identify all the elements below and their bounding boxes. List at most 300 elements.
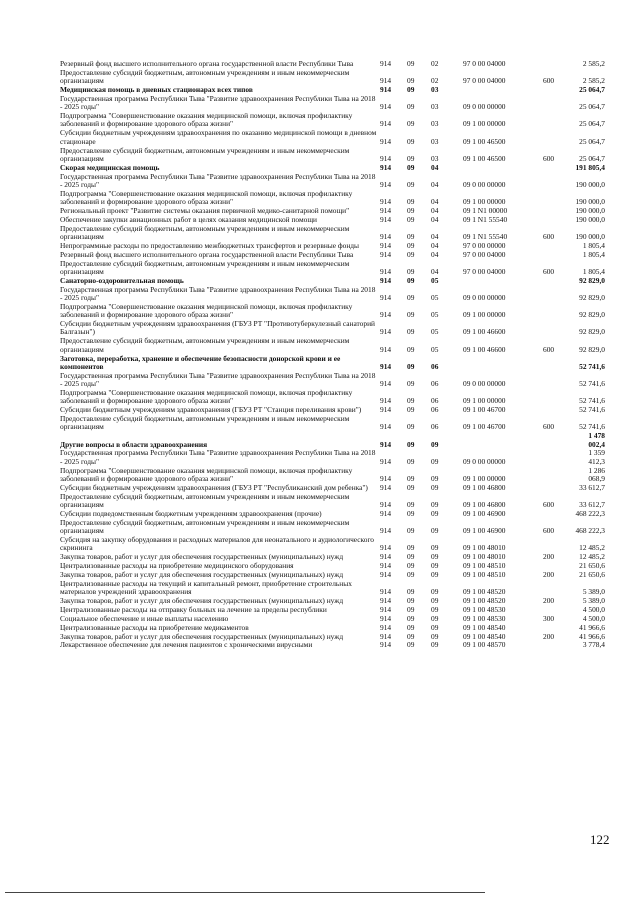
row-subsection-code: 09 xyxy=(431,622,439,632)
row-section-code: 09 xyxy=(407,197,415,207)
row-target-code: 09 1 00 46900 xyxy=(463,508,506,518)
row-amount: 5 389,0 xyxy=(582,587,605,597)
row-name: Предоставление субсидий бюджетным, автономным учреждениям и иным некоммерческим организациям xyxy=(60,414,350,432)
row-subsection-code: 04 xyxy=(431,162,439,172)
row-amount: 25 064,7 xyxy=(579,153,605,163)
row-department-code: 914 xyxy=(380,396,392,406)
row-section-code: 09 xyxy=(407,379,415,389)
row-name: Предоставление субсидий бюджетным, автономным учреждениям и иным некоммерческим организациям xyxy=(60,517,350,536)
row-name: Непрограммные расходы по предоставлению межбюджетных трансфертов и резервные фонды xyxy=(60,240,360,250)
row-subsection-code: 09 xyxy=(431,543,439,553)
table-row xyxy=(60,536,605,553)
row-department-code: 914 xyxy=(380,422,392,432)
row-target-code: 09 1 00 46500 xyxy=(463,136,506,146)
table-row xyxy=(60,286,605,303)
row-department-code: 914 xyxy=(380,275,392,285)
row-name: Социальное обеспечение и иные выплаты населению xyxy=(60,613,229,623)
row-department-code: 914 xyxy=(380,327,392,337)
row-amount: 21 650,6 xyxy=(579,561,605,570)
row-subsection-code: 03 xyxy=(431,136,439,146)
row-name: Централизованные расходы на текущий и капитальный ремонт, приобретение строительных материалов учреждений здравоохранения xyxy=(60,578,352,597)
row-section-code: 09 xyxy=(407,240,415,250)
row-target-code: 09 1 00 00000 xyxy=(463,197,506,207)
row-target-code: 09 1 00 48510 xyxy=(463,569,506,579)
row-subsection-code: 05 xyxy=(431,344,439,354)
budget-table xyxy=(60,60,605,650)
row-amount: 41 966,6 xyxy=(579,622,605,632)
row-department-code: 914 xyxy=(380,153,392,163)
row-department-code: 914 xyxy=(380,640,392,650)
row-target-code: 09 1 00 48530 xyxy=(463,604,506,614)
row-section-code: 09 xyxy=(407,361,415,371)
row-amount: 2 585,2 xyxy=(582,59,605,68)
row-section-code: 09 xyxy=(407,136,415,146)
row-section-code: 09 xyxy=(407,508,415,518)
row-amount: 1 286 068,9 xyxy=(588,465,605,483)
row-name: Централизованные расходы на отправку больных на лечение за пределы республики xyxy=(60,604,327,614)
row-subsection-code: 04 xyxy=(431,267,439,277)
row-target-code: 09 1 00 00000 xyxy=(463,119,506,129)
row-expense-type: 600 xyxy=(543,153,555,163)
footer-rule xyxy=(5,892,485,893)
row-amount: 25 064,7 xyxy=(579,119,605,129)
row-section-code: 09 xyxy=(407,179,415,189)
row-subsection-code: 04 xyxy=(431,232,439,242)
row-department-code: 914 xyxy=(380,205,392,215)
table-row xyxy=(60,355,605,372)
row-name: Подпрограмма "Совершенствование оказания медицинской помощи, включая профилактику заболеваний и формирование здорового образа жизни" xyxy=(60,387,353,406)
row-expense-type: 200 xyxy=(543,631,555,641)
row-name: Субсидии бюджетным учреждениям здравоохранения по оказанию медицинской помощи в дневном стационаре xyxy=(60,128,377,146)
row-subsection-code: 09 xyxy=(431,526,439,536)
row-section-code: 09 xyxy=(407,214,415,224)
row-amount: 12 485,2 xyxy=(579,543,605,553)
row-department-code: 914 xyxy=(380,379,392,389)
row-department-code: 914 xyxy=(380,214,392,224)
row-section-code: 09 xyxy=(407,526,415,536)
row-section-code: 09 xyxy=(407,640,415,650)
row-section-code: 09 xyxy=(407,439,415,449)
row-expense-type: 300 xyxy=(543,613,555,623)
row-section-code: 09 xyxy=(407,543,415,553)
row-section-code: 09 xyxy=(407,153,415,163)
row-amount: 190 000,0 xyxy=(575,197,605,207)
table-row xyxy=(60,519,605,536)
row-target-code: 09 1 00 48520 xyxy=(463,595,506,605)
row-amount: 191 805,4 xyxy=(575,162,605,172)
table-row xyxy=(60,467,605,484)
row-subsection-code: 09 xyxy=(431,604,439,614)
table-row xyxy=(60,493,605,510)
row-target-code: 09 1 00 46600 xyxy=(463,344,506,354)
row-section-code: 09 xyxy=(407,249,415,259)
row-amount: 3 778,4 xyxy=(582,640,605,650)
table-row xyxy=(60,337,605,354)
row-target-code: 97 0 00 04000 xyxy=(463,267,506,277)
row-amount: 190 000,0 xyxy=(575,214,605,224)
row-amount: 190 000,0 xyxy=(575,232,605,242)
row-name: Скорая медицинская помощь xyxy=(60,162,160,172)
table-row xyxy=(60,129,605,146)
row-expense-type: 600 xyxy=(543,499,555,509)
table-row xyxy=(60,260,605,277)
row-amount: 5 389,0 xyxy=(582,595,605,605)
row-department-code: 914 xyxy=(380,482,392,492)
row-name: Государственная программа Республики Тыва "Развитие здравоохранения Республики Тыва на 2018 - 2025 годы" xyxy=(60,171,376,189)
table-row xyxy=(60,173,605,190)
row-target-code: 09 1 N1 00000 xyxy=(463,205,508,215)
row-department-code: 914 xyxy=(380,102,392,112)
row-name: Предоставление субсидий бюджетным, автономным учреждениям и иным некоммерческим организациям xyxy=(60,145,350,163)
row-amount: 1 805,4 xyxy=(582,249,605,259)
row-target-code: 09 1 00 48530 xyxy=(463,613,506,623)
row-amount: 92 829,0 xyxy=(579,310,605,320)
row-target-code: 09 0 00 00000 xyxy=(463,293,506,303)
row-name: Государственная программа Республики Тыва "Развитие здравоохранения Республики Тыва на 2018 - 2025 годы" xyxy=(60,284,376,303)
row-amount: 25 064,7 xyxy=(579,102,605,112)
row-name: Подпрограмма "Совершенствование оказания медицинской помощи, включая профилактику заболеваний и формирование здорового образа жизни" xyxy=(60,465,353,483)
row-section-code: 09 xyxy=(407,604,415,614)
table-row xyxy=(60,112,605,129)
row-expense-type: 600 xyxy=(543,267,555,277)
row-department-code: 914 xyxy=(380,85,392,95)
row-expense-type: 600 xyxy=(543,232,555,242)
row-name: Заготовка, переработка, хранение и обеспечение безопасности донорской крови и ее компонентов xyxy=(60,353,341,371)
row-department-code: 914 xyxy=(380,344,392,354)
row-name: Резервный фонд высшего исполнительного органа государственной власти Республики Тыва xyxy=(60,59,354,68)
row-name: Предоставление субсидий бюджетным, автономным учреждениям и иным некоммерческим организациям xyxy=(60,258,350,277)
row-amount: 52 741,6 xyxy=(579,405,605,415)
row-subsection-code: 05 xyxy=(431,327,439,337)
table-row xyxy=(60,432,605,449)
row-name: Субсидии бюджетным учреждениям здравоохранения (ГБУЗ РТ "Республиканский дом ребенка") xyxy=(60,482,368,492)
row-target-code: 09 1 00 46700 xyxy=(463,422,506,432)
row-subsection-code: 05 xyxy=(431,293,439,303)
row-department-code: 914 xyxy=(380,293,392,303)
row-subsection-code: 09 xyxy=(431,552,439,562)
row-amount: 25 064,7 xyxy=(579,85,605,95)
row-department-code: 914 xyxy=(380,595,392,605)
row-target-code: 09 1 00 00000 xyxy=(463,396,506,406)
row-section-code: 09 xyxy=(407,569,415,579)
row-subsection-code: 09 xyxy=(431,569,439,579)
row-subsection-code: 09 xyxy=(431,473,439,483)
row-section-code: 09 xyxy=(407,232,415,242)
table-row xyxy=(60,641,605,650)
row-name: Лекарственное обеспечение для лечения пациентов с хроническими вирусными xyxy=(60,640,313,650)
row-section-code: 09 xyxy=(407,473,415,483)
row-department-code: 914 xyxy=(380,499,392,509)
row-subsection-code: 09 xyxy=(431,631,439,641)
row-expense-type: 600 xyxy=(543,344,555,354)
row-section-code: 09 xyxy=(407,561,415,570)
row-name: Предоставление субсидий бюджетным, автономным учреждениям и иным некоммерческим организациям xyxy=(60,336,350,354)
row-amount: 4 500,0 xyxy=(582,604,605,614)
row-section-code: 09 xyxy=(407,267,415,277)
row-section-code: 09 xyxy=(407,162,415,172)
row-department-code: 914 xyxy=(380,232,392,242)
row-amount: 190 000,0 xyxy=(575,179,605,189)
row-target-code: 09 1 00 48520 xyxy=(463,587,506,597)
row-name: Резервный фонд высшего исполнительного органа государственной власти Республики Тыва xyxy=(60,249,354,259)
row-amount: 468 222,3 xyxy=(575,526,605,536)
row-department-code: 914 xyxy=(380,569,392,579)
row-section-code: 09 xyxy=(407,310,415,320)
row-name: Медицинская помощь в дневных стационарах всех типов xyxy=(60,85,253,95)
row-target-code: 09 1 00 46500 xyxy=(463,153,506,163)
row-department-code: 914 xyxy=(380,405,392,415)
row-name: Закупка товаров, работ и услуг для обеспечения государственных (муниципальных) нужд xyxy=(60,595,344,605)
row-target-code: 09 1 00 48540 xyxy=(463,622,506,632)
row-subsection-code: 09 xyxy=(431,561,439,570)
row-name: Субсидия на закупку оборудования и расходных материалов для неонатального и аудиологического скрининга xyxy=(60,534,375,553)
row-subsection-code: 03 xyxy=(431,119,439,129)
row-target-code: 09 1 N1 55540 xyxy=(463,214,508,224)
row-department-code: 914 xyxy=(380,179,392,189)
table-row xyxy=(60,580,605,597)
table-row xyxy=(60,225,605,242)
page-number: 122 xyxy=(590,832,610,847)
row-name: Региональный проект "Развитие системы оказания первичной медико-санитарной помощи" xyxy=(60,205,350,215)
row-department-code: 914 xyxy=(380,526,392,536)
row-department-code: 914 xyxy=(380,622,392,632)
row-section-code: 09 xyxy=(407,102,415,112)
table-row xyxy=(60,69,605,86)
row-department-code: 914 xyxy=(380,119,392,129)
row-expense-type: 600 xyxy=(543,422,555,432)
row-amount: 92 829,0 xyxy=(579,344,605,354)
row-subsection-code: 02 xyxy=(431,59,439,68)
row-department-code: 914 xyxy=(380,613,392,623)
row-department-code: 914 xyxy=(380,543,392,553)
row-subsection-code: 04 xyxy=(431,240,439,250)
row-name: Предоставление субсидий бюджетным, автономным учреждениям и иным некоммерческим организациям xyxy=(60,491,350,509)
row-name: Государственная программа Республики Тыва "Развитие здравоохранения Республики Тыва на 2018 - 2025 годы" xyxy=(60,370,376,389)
row-department-code: 914 xyxy=(380,473,392,483)
row-subsection-code: 02 xyxy=(431,76,439,86)
row-section-code: 09 xyxy=(407,205,415,215)
row-name: Централизованные расходы на приобретение медицинского оборудования xyxy=(60,561,294,570)
row-department-code: 914 xyxy=(380,561,392,570)
row-target-code: 97 0 00 04000 xyxy=(463,76,506,86)
row-subsection-code: 04 xyxy=(431,205,439,215)
row-section-code: 09 xyxy=(407,422,415,432)
row-section-code: 09 xyxy=(407,456,415,466)
row-section-code: 09 xyxy=(407,613,415,623)
row-subsection-code: 09 xyxy=(431,508,439,518)
row-name: Подпрограмма "Совершенствование оказания медицинской помощи, включая профилактику заболеваний и формирование здорового образа жизни" xyxy=(60,302,353,320)
row-name: Подпрограмма "Совершенствование оказания медицинской помощи, включая профилактику заболеваний и формирование здорового образа жизни" xyxy=(60,188,353,207)
row-target-code: 09 1 00 46800 xyxy=(463,499,506,509)
row-expense-type: 600 xyxy=(543,76,555,86)
row-name: Субсидии бюджетным учреждениям здравоохранения (ГБУЗ РТ "Противотуберкулезный санаторий Балгазын") xyxy=(60,319,375,337)
row-section-code: 09 xyxy=(407,552,415,562)
row-amount: 1 805,4 xyxy=(582,240,605,250)
row-name: Субсидии бюджетным учреждениям здравоохранения (ГБУЗ РТ "Станция переливания крови") xyxy=(60,405,362,415)
row-amount: 33 612,7 xyxy=(579,482,605,492)
row-department-code: 914 xyxy=(380,508,392,518)
row-target-code: 09 1 N1 55540 xyxy=(463,232,508,242)
row-target-code: 09 1 00 48570 xyxy=(463,640,506,650)
row-department-code: 914 xyxy=(380,59,392,68)
row-amount: 92 829,0 xyxy=(579,293,605,303)
row-subsection-code: 06 xyxy=(431,405,439,415)
row-subsection-code: 09 xyxy=(431,439,439,449)
row-target-code: 09 0 00 00000 xyxy=(463,379,506,389)
row-name: Субсидии подведомственным бюджетным учреждениям здравоохранения (прочие) xyxy=(60,508,322,518)
row-section-code: 09 xyxy=(407,396,415,406)
row-subsection-code: 09 xyxy=(431,595,439,605)
row-amount: 52 741,6 xyxy=(579,379,605,389)
table-row xyxy=(60,95,605,112)
table-row xyxy=(60,303,605,320)
row-section-code: 09 xyxy=(407,595,415,605)
table-row xyxy=(60,147,605,164)
row-target-code: 09 1 00 48510 xyxy=(463,561,506,570)
row-target-code: 09 0 00 00000 xyxy=(463,102,506,112)
table-row xyxy=(60,389,605,406)
row-department-code: 914 xyxy=(380,552,392,562)
row-target-code: 09 1 00 48010 xyxy=(463,543,506,553)
row-target-code: 09 1 00 46700 xyxy=(463,405,506,415)
row-subsection-code: 03 xyxy=(431,102,439,112)
row-amount: 52 741,6 xyxy=(579,361,605,371)
table-row xyxy=(60,415,605,432)
row-section-code: 09 xyxy=(407,293,415,303)
row-name: Обеспечение закупки авиационных работ в целях оказания медицинской помощи xyxy=(60,214,317,224)
row-section-code: 09 xyxy=(407,622,415,632)
row-section-code: 09 xyxy=(407,76,415,86)
row-amount: 21 650,6 xyxy=(579,569,605,579)
row-target-code: 97 0 00 04000 xyxy=(463,59,506,68)
row-target-code: 09 1 00 00000 xyxy=(463,473,506,483)
row-name: Централизованные расходы на приобретение медикаментов xyxy=(60,622,249,632)
row-section-code: 09 xyxy=(407,275,415,285)
row-target-code: 09 1 00 46600 xyxy=(463,327,506,337)
row-section-code: 09 xyxy=(407,482,415,492)
row-section-code: 09 xyxy=(407,587,415,597)
row-expense-type: 200 xyxy=(543,552,555,562)
row-expense-type: 200 xyxy=(543,569,555,579)
row-section-code: 09 xyxy=(407,85,415,95)
row-department-code: 914 xyxy=(380,197,392,207)
row-subsection-code: 05 xyxy=(431,310,439,320)
row-amount: 1 359 412,3 xyxy=(588,448,605,466)
row-section-code: 09 xyxy=(407,344,415,354)
row-name: Государственная программа Республики Тыва "Развитие здравоохранения Республики Тыва на 2018 - 2025 годы" xyxy=(60,93,376,112)
row-amount: 190 000,0 xyxy=(575,205,605,215)
row-subsection-code: 09 xyxy=(431,456,439,466)
row-amount: 52 741,6 xyxy=(579,396,605,406)
row-name: Государственная программа Республики Тыва "Развитие здравоохранения Республики Тыва на 2018 - 2025 годы" xyxy=(60,448,376,466)
row-subsection-code: 09 xyxy=(431,587,439,597)
row-name: Подпрограмма "Совершенствование оказания медицинской помощи, включая профилактику заболеваний и формирование здорового образа жизни" xyxy=(60,111,353,129)
row-target-code: 09 0 00 00000 xyxy=(463,456,506,466)
row-name: Предоставление субсидий бюджетным, автономным учреждениям и иным некоммерческим организациям xyxy=(60,223,350,242)
row-department-code: 914 xyxy=(380,249,392,259)
row-department-code: 914 xyxy=(380,136,392,146)
table-row xyxy=(60,449,605,466)
row-target-code: 09 1 00 46800 xyxy=(463,482,506,492)
row-amount: 1 805,4 xyxy=(582,267,605,277)
row-subsection-code: 03 xyxy=(431,153,439,163)
row-amount: 1 478 002,4 xyxy=(588,431,605,449)
row-name: Предоставление субсидий бюджетным, автономным учреждениям и иным некоммерческим организациям xyxy=(60,67,350,86)
row-subsection-code: 06 xyxy=(431,361,439,371)
row-target-code: 09 1 00 48010 xyxy=(463,552,506,562)
table-row xyxy=(60,372,605,389)
row-target-code: 09 1 00 48540 xyxy=(463,631,506,641)
row-subsection-code: 06 xyxy=(431,379,439,389)
table-row xyxy=(60,190,605,207)
row-department-code: 914 xyxy=(380,456,392,466)
row-name: Закупка товаров, работ и услуг для обеспечения государственных (муниципальных) нужд xyxy=(60,552,344,562)
row-section-code: 09 xyxy=(407,405,415,415)
row-target-code: 97 0 00 00000 xyxy=(463,240,506,250)
row-department-code: 914 xyxy=(380,240,392,250)
row-subsection-code: 09 xyxy=(431,613,439,623)
row-amount: 52 741,6 xyxy=(579,422,605,432)
row-amount: 41 966,6 xyxy=(579,631,605,641)
row-amount: 92 829,0 xyxy=(579,327,605,337)
row-department-code: 914 xyxy=(380,631,392,641)
row-name: Закупка товаров, работ и услуг для обеспечения государственных (муниципальных) нужд xyxy=(60,569,344,579)
row-subsection-code: 04 xyxy=(431,249,439,259)
row-target-code: 09 1 00 00000 xyxy=(463,310,506,320)
row-expense-type: 200 xyxy=(543,595,555,605)
row-section-code: 09 xyxy=(407,59,415,68)
row-section-code: 09 xyxy=(407,119,415,129)
row-name: Другие вопросы в области здравоохранения xyxy=(60,439,208,449)
row-amount: 25 064,7 xyxy=(579,136,605,146)
table-row xyxy=(60,320,605,337)
row-amount: 468 222,3 xyxy=(575,508,605,518)
row-amount: 2 585,2 xyxy=(582,76,605,86)
row-subsection-code: 04 xyxy=(431,214,439,224)
row-target-code: 09 1 00 46900 xyxy=(463,526,506,536)
row-department-code: 914 xyxy=(380,310,392,320)
row-amount: 92 829,0 xyxy=(579,275,605,285)
row-subsection-code: 06 xyxy=(431,422,439,432)
row-section-code: 09 xyxy=(407,631,415,641)
row-subsection-code: 09 xyxy=(431,482,439,492)
row-department-code: 914 xyxy=(380,604,392,614)
row-subsection-code: 09 xyxy=(431,499,439,509)
row-subsection-code: 06 xyxy=(431,396,439,406)
row-subsection-code: 04 xyxy=(431,179,439,189)
row-department-code: 914 xyxy=(380,587,392,597)
row-target-code: 09 0 00 00000 xyxy=(463,179,506,189)
row-target-code: 97 0 00 04000 xyxy=(463,249,506,259)
row-section-code: 09 xyxy=(407,499,415,509)
row-department-code: 914 xyxy=(380,162,392,172)
row-amount: 4 500,0 xyxy=(582,613,605,623)
row-expense-type: 600 xyxy=(543,526,555,536)
row-subsection-code: 09 xyxy=(431,640,439,650)
row-department-code: 914 xyxy=(380,439,392,449)
row-name: Закупка товаров, работ и услуг для обеспечения государственных (муниципальных) нужд xyxy=(60,631,344,641)
row-amount: 33 612,7 xyxy=(579,499,605,509)
row-department-code: 914 xyxy=(380,267,392,277)
row-department-code: 914 xyxy=(380,76,392,86)
row-subsection-code: 03 xyxy=(431,85,439,95)
row-department-code: 914 xyxy=(380,361,392,371)
row-subsection-code: 04 xyxy=(431,197,439,207)
row-subsection-code: 05 xyxy=(431,275,439,285)
row-name: Санаторно-оздоровительная помощь xyxy=(60,275,184,285)
row-amount: 12 485,2 xyxy=(579,552,605,562)
row-section-code: 09 xyxy=(407,327,415,337)
